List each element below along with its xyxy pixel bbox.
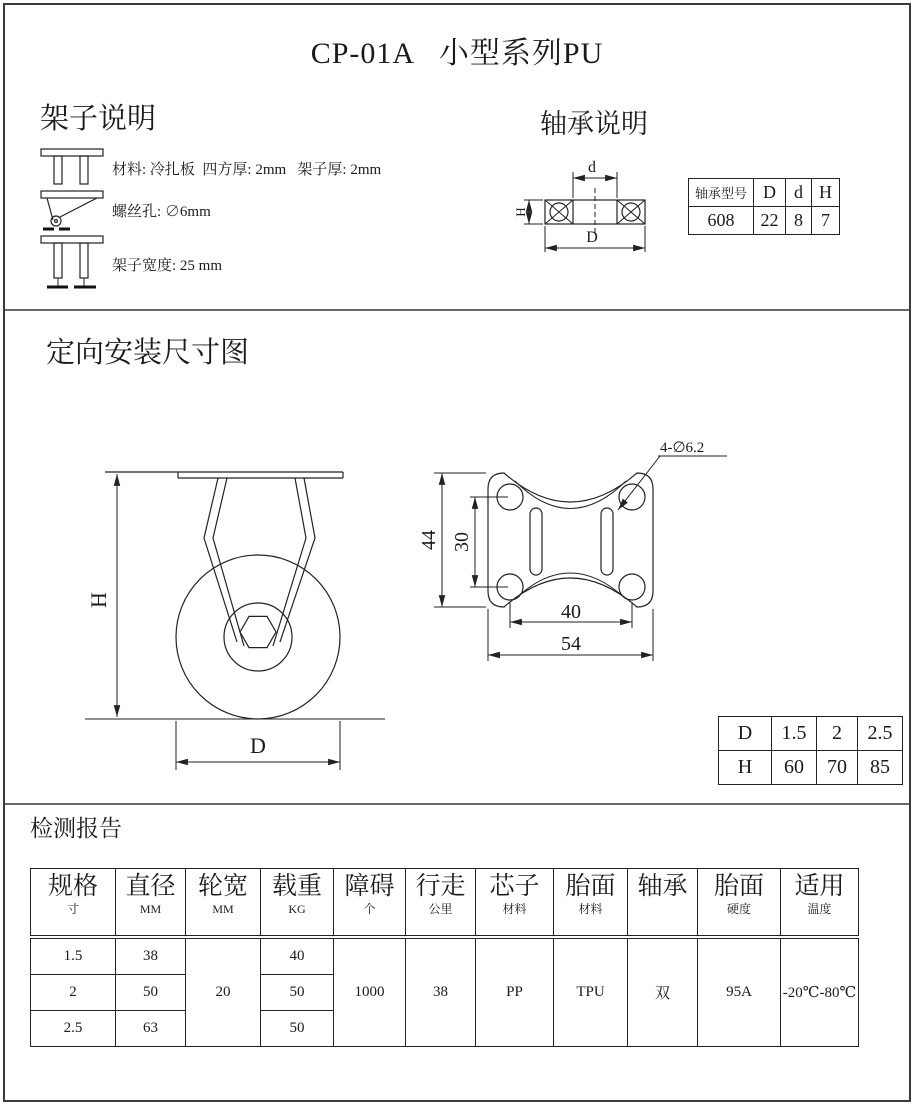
cell-size-1: 1.5 — [31, 937, 116, 975]
bearing-model-value: 608 — [689, 207, 754, 235]
cell-diameter-2: 50 — [116, 975, 186, 1011]
cell-tread-material: TPU — [554, 937, 628, 1047]
bearing-D-value: 22 — [754, 207, 786, 235]
bracket-side-fork-icon — [40, 190, 104, 234]
cell-travel: 38 — [406, 937, 476, 1047]
bearing-dim-D-label: D — [586, 229, 598, 246]
cell-core-material: PP — [476, 937, 554, 1047]
cell-size-2: 2 — [31, 975, 116, 1011]
bracket-top-plate-icon — [40, 146, 104, 188]
report-row-1 — [31, 937, 859, 975]
cell-obstacles: 1000 — [334, 937, 406, 1047]
frame-width-text: 架子宽度: 25 mm — [112, 258, 223, 274]
header-tread-material: 胎面 材料 — [554, 869, 628, 938]
cell-load-1: 40 — [261, 937, 334, 975]
bearing-section-heading: 轴承说明 — [540, 109, 648, 139]
plate-dim-30-label: 30 — [451, 532, 473, 552]
caster-dim-H-label: H — [86, 592, 111, 608]
frame-screw-hole-text: 螺丝孔: ∅6mm — [112, 204, 211, 220]
header-travel: 行走 公里 — [406, 869, 476, 938]
cell-diameter-3: 63 — [116, 1011, 186, 1047]
report-header-row — [31, 869, 859, 938]
caster-dim-D-label: D — [250, 733, 266, 758]
cell-size-3: 2.5 — [31, 1011, 116, 1047]
header-wheel-width: 轮宽 MM — [186, 869, 261, 938]
plate-dim-44-label: 44 — [418, 530, 440, 550]
header-bearing: 轴承 — [628, 869, 698, 938]
cell-diameter-1: 38 — [116, 937, 186, 975]
page-title: CP-01A 小型系列PU — [310, 37, 604, 70]
header-load: 载重 KG — [261, 869, 334, 938]
cell-wheel-width: 20 — [186, 937, 261, 1047]
report-section-heading: 检测报告 — [30, 816, 122, 841]
bearing-d-value: 8 — [786, 207, 812, 235]
bearing-dim-H-label: H — [513, 207, 528, 217]
cell-load-2: 50 — [261, 975, 334, 1011]
header-diameter: 直径 MM — [116, 869, 186, 938]
mounting-plate-drawing — [420, 428, 730, 688]
header-tread-hardness: 胎面 硬度 — [698, 869, 781, 938]
plate-hole-note-label: 4-∅6.2 — [660, 440, 705, 456]
dh-row-H-label: H — [719, 751, 772, 785]
wheel-size-table — [718, 716, 903, 785]
cell-tread-hardness: 95A — [698, 937, 781, 1047]
dh-row-D-label: D — [719, 717, 772, 751]
frame-section-heading: 架子说明 — [40, 103, 157, 135]
section-divider-1 — [5, 309, 909, 311]
bearing-table-header-H: H — [812, 179, 840, 207]
bearing-table-header-d: d — [786, 179, 812, 207]
cell-load-3: 50 — [261, 1011, 334, 1047]
header-temperature: 适用 温度 — [781, 869, 859, 938]
bearing-cross-section-drawing — [513, 158, 668, 258]
dh-H-value-2: 70 — [817, 751, 858, 785]
header-core-material: 芯子 材料 — [476, 869, 554, 938]
bearing-spec-table — [688, 178, 840, 235]
header-obstacles: 障碍 个 — [334, 869, 406, 938]
section-divider-2 — [5, 803, 909, 805]
bearing-table-header-D: D — [754, 179, 786, 207]
dh-H-value-1: 60 — [772, 751, 817, 785]
cell-bearing: 双 — [628, 937, 698, 1047]
plate-dim-54-label: 54 — [561, 633, 581, 655]
dh-D-value-3: 2.5 — [858, 717, 903, 751]
bearing-table-header-model: 轴承型号 — [689, 179, 754, 207]
plate-dim-40-label: 40 — [561, 601, 581, 623]
dh-D-value-2: 2 — [817, 717, 858, 751]
cell-temperature: -20℃-80℃ — [781, 937, 859, 1047]
bracket-front-legs-icon — [40, 234, 104, 292]
dh-H-value-3: 85 — [858, 751, 903, 785]
caster-side-view-drawing — [80, 440, 390, 780]
bearing-dim-d-label: d — [588, 159, 596, 176]
bearing-H-value: 7 — [812, 207, 840, 235]
dh-D-value-1: 1.5 — [772, 717, 817, 751]
frame-material-text: 材料: 冷扎板 四方厚: 2mm 架子厚: 2mm — [112, 162, 382, 178]
mounting-section-heading: 定向安装尺寸图 — [46, 337, 250, 369]
header-size: 规格 寸 — [31, 869, 116, 938]
test-report-table — [30, 868, 859, 1047]
